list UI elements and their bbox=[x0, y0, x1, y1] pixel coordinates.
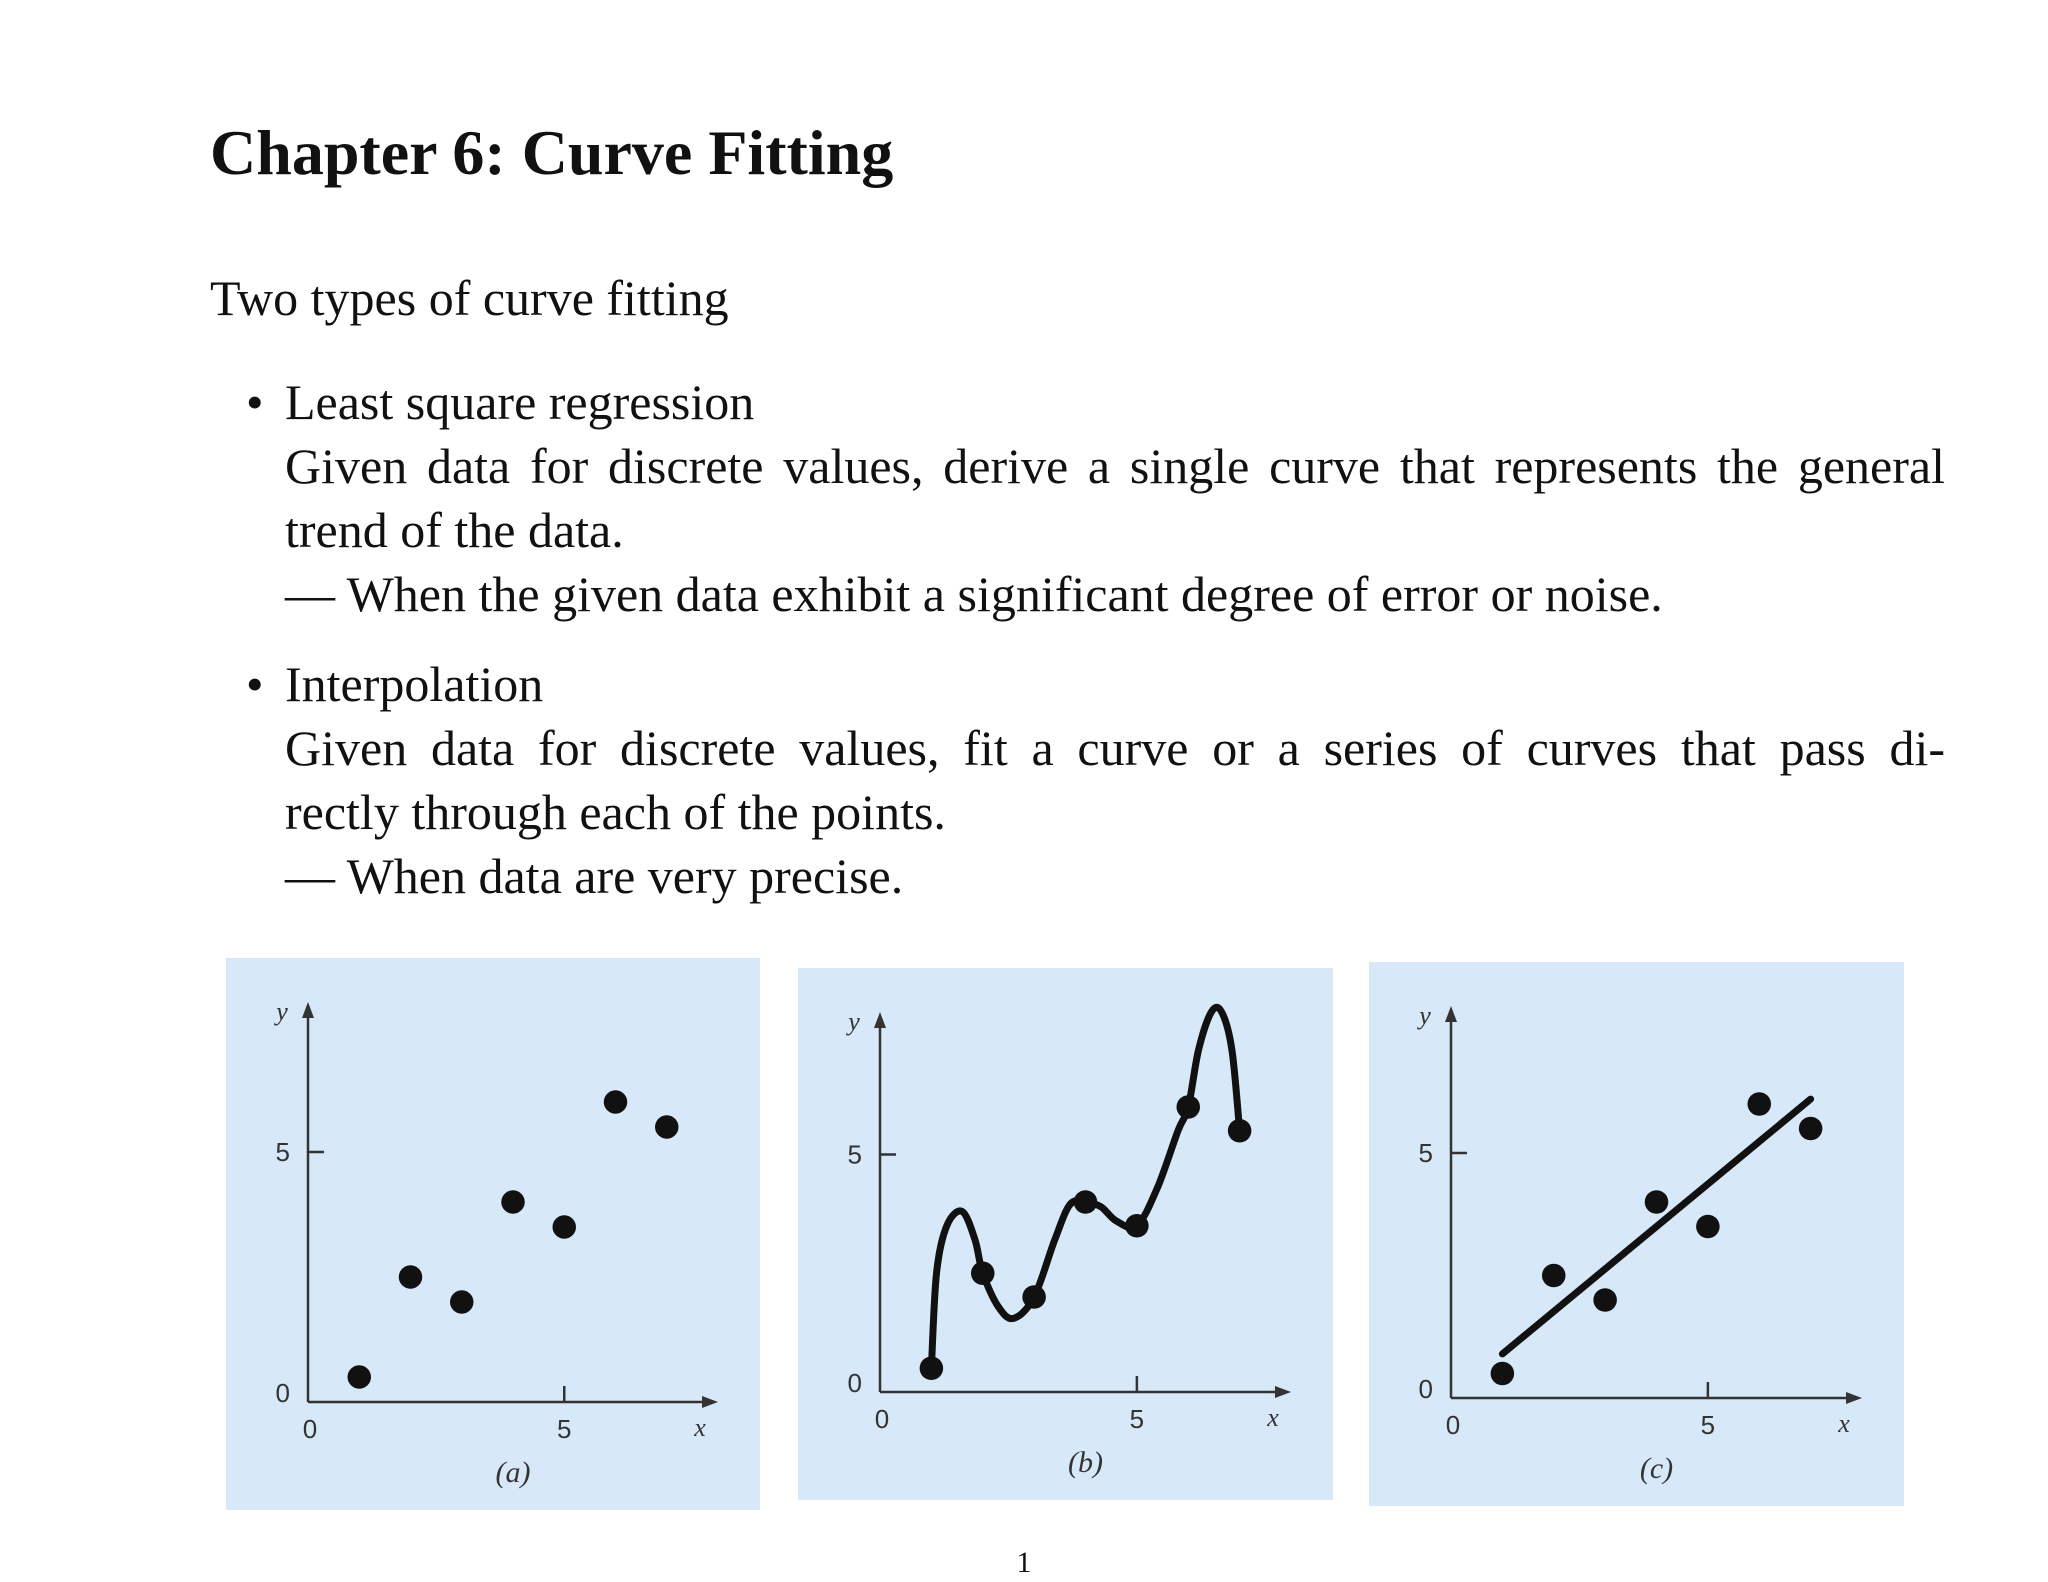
y-tick-label: 0 bbox=[1418, 1374, 1433, 1404]
x-axis-arrow-icon bbox=[702, 1396, 718, 1408]
bullet-text-line: — When the given data exhibit a significant degree of error or noise. bbox=[285, 566, 1663, 622]
x-tick-label: 5 bbox=[1129, 1404, 1145, 1434]
figure-b-plot bbox=[798, 968, 1333, 1500]
x-axis-arrow-icon bbox=[1846, 1392, 1862, 1404]
x-tick-label: 5 bbox=[557, 1414, 572, 1444]
data-point bbox=[501, 1190, 524, 1213]
data-point bbox=[1542, 1264, 1566, 1288]
x-axis-label: x bbox=[1838, 1409, 1850, 1438]
bullet-dot-icon: • bbox=[246, 656, 264, 712]
y-tick-label: 0 bbox=[275, 1378, 290, 1408]
data-point bbox=[348, 1365, 371, 1388]
bullet-least-squares bbox=[210, 370, 1945, 626]
y-tick-label: 5 bbox=[275, 1137, 290, 1167]
data-point bbox=[971, 1261, 995, 1285]
x-tick-label: 0 bbox=[302, 1414, 318, 1444]
data-point bbox=[399, 1265, 422, 1288]
x-tick-label: 0 bbox=[1445, 1410, 1461, 1440]
y-tick-label: 5 bbox=[847, 1139, 862, 1170]
x-axis-arrow-icon bbox=[1275, 1386, 1291, 1398]
y-axis-arrow-icon bbox=[1445, 1006, 1457, 1022]
bullet-text-line: — When data are very precise. bbox=[285, 848, 904, 904]
figure-caption: (a) bbox=[495, 1456, 531, 1489]
data-point bbox=[1022, 1285, 1046, 1309]
bullet-text-line: Given data for discrete values, fit a curve or a series of curves that pass di- bbox=[285, 720, 1945, 776]
bullet-text-line: Given data for discrete values, derive a single curve that represents the general bbox=[285, 438, 1945, 494]
y-tick-label: 0 bbox=[847, 1368, 862, 1398]
data-point bbox=[1176, 1095, 1200, 1119]
data-point bbox=[655, 1115, 678, 1138]
figure-panel-b bbox=[798, 968, 1333, 1500]
bullet-list bbox=[210, 370, 1945, 908]
figure-panel-c bbox=[1369, 962, 1904, 1506]
y-axis-arrow-icon bbox=[302, 1002, 314, 1018]
figure-panel-a bbox=[226, 958, 760, 1510]
figure-a-plot bbox=[226, 958, 760, 1510]
data-point bbox=[1696, 1215, 1720, 1239]
y-axis-label: y bbox=[848, 1007, 860, 1036]
data-point bbox=[1074, 1190, 1098, 1214]
bullet-text-line: rectly through each of the points. bbox=[285, 784, 946, 840]
data-point bbox=[1645, 1190, 1669, 1214]
bullet-heading: Interpolation bbox=[285, 656, 544, 712]
bullet-text-line: trend of the data. bbox=[285, 502, 624, 558]
data-point bbox=[1228, 1119, 1252, 1143]
regression-line bbox=[1502, 1099, 1810, 1354]
y-axis-label: y bbox=[1419, 1001, 1431, 1030]
data-point bbox=[1799, 1117, 1823, 1141]
intro-text: Two types of curve fitting bbox=[210, 270, 729, 326]
data-point bbox=[604, 1090, 627, 1113]
bullet-heading: Least square regression bbox=[285, 374, 755, 430]
data-point bbox=[1125, 1214, 1149, 1238]
figure-caption: (b) bbox=[1068, 1446, 1103, 1479]
x-axis-label: x bbox=[694, 1413, 706, 1442]
page-number: 1 bbox=[1016, 1546, 1032, 1579]
data-point bbox=[1747, 1092, 1771, 1116]
data-point bbox=[1593, 1288, 1617, 1312]
x-tick-label: 5 bbox=[1700, 1410, 1716, 1440]
interpolating-curve bbox=[931, 1007, 1239, 1368]
data-point bbox=[553, 1215, 576, 1238]
y-axis-arrow-icon bbox=[874, 1012, 886, 1028]
y-axis-label: y bbox=[276, 997, 288, 1026]
y-tick-label: 5 bbox=[1418, 1138, 1433, 1168]
bullet-dot-icon: • bbox=[246, 374, 264, 430]
x-axis-label: x bbox=[1267, 1403, 1279, 1432]
bullet-interpolation bbox=[210, 652, 1945, 908]
data-point bbox=[450, 1290, 473, 1313]
data-point bbox=[1491, 1362, 1515, 1386]
figure-c-plot bbox=[1369, 962, 1904, 1506]
data-point bbox=[920, 1356, 944, 1380]
x-tick-label: 0 bbox=[874, 1404, 890, 1434]
page-title: Chapter 6: Curve Fitting bbox=[210, 117, 894, 188]
figure-caption: (c) bbox=[1639, 1452, 1674, 1485]
